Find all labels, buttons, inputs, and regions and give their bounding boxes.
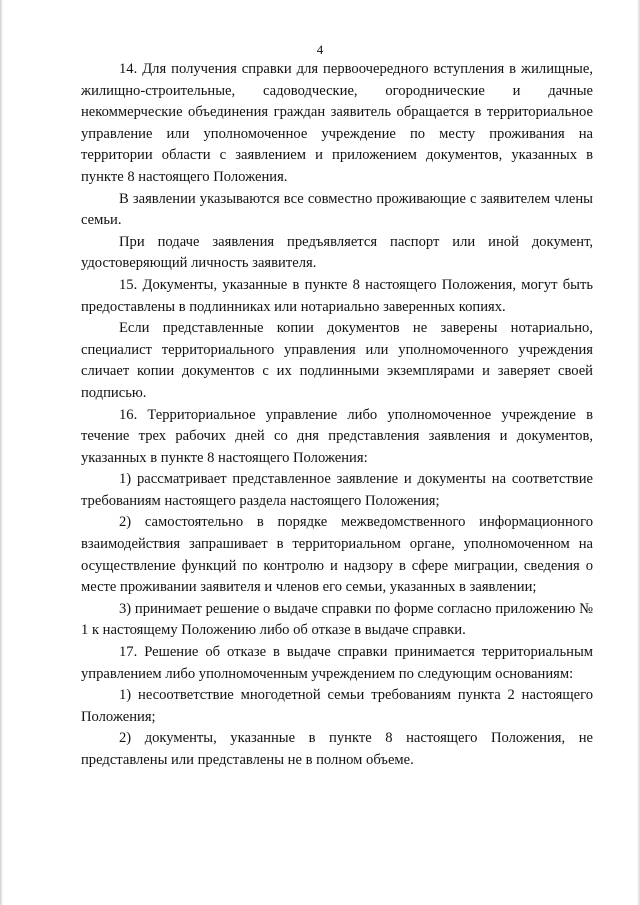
page-number: 4 (316, 42, 324, 57)
paragraph-family-members: В заявлении указываются все совместно проживающие с заявителем члены семьи. (81, 190, 593, 229)
paragraph-16-item-2: 2) самостоятельно в порядке межведомственного информационного взаимодействия запрашивает в территориальном органе, уполномоченном на осуществление функций по контролю и надзору в сфере миграции, сведения о месте проживании заявителя и членов его семьи, указанных в заявлении; (81, 514, 593, 596)
paragraph-16-item-3: 3) принимает решение о выдаче справки по форме согласно приложению № 1 к настоящему Положению либо об отказе в выдаче справки. (81, 600, 593, 639)
paragraph-16: 16. Территориальное управление либо уполномоченное учреждение в течение трех рабочих дней со дня представления заявления и документов, указанных в пункте 8 настоящего Положения: (81, 406, 593, 466)
paragraph-15: 15. Документы, указанные в пункте 8 настоящего Положения, могут быть предоставлены в подлинниках или нотариально заверенных копиях. (81, 276, 593, 315)
paragraph-copies-check: Если представленные копии документов не заверены нотариально, специалист территориального управления или уполномоченного учреждения сличает копии документов с их подлинными экземплярами и заверяет своей подписью. (81, 320, 593, 401)
paragraph-16-item-1: 1) рассматривает представленное заявление и документы на соответствие требованиям настоящего раздела настоящего Положения; (81, 471, 593, 509)
paragraph-17: 17. Решение об отказе в выдаче справки принимается территориальным управлением либо уполномоченным учреждением по следующим основаниям: (81, 644, 593, 682)
paragraph-17-item-2: 2) документы, указанные в пункте 8 настоящего Положения, не представлены или представлены не в полном объеме. (81, 730, 593, 768)
paragraph-17-item-1: 1) несоответствие многодетной семьи требованиям пункта 2 настоящего Положения; (81, 687, 593, 725)
scan-edge-left (0, 0, 3, 905)
document-body (81, 59, 593, 772)
paragraph-passport: При подаче заявления предъявляется паспорт или иной документ, удостоверяющий личность заявителя. (81, 233, 593, 272)
paragraph-14: 14. Для получения справки для первоочередного вступления в жилищные, жилищно-строительные, садоводческие, огороднические и дачные некоммерческие объединения граждан заявитель обращается в территориальное управление или уполномоченное учреждение по месту проживания на территории области с заявлением и приложением документов, указанных в пункте 8 настоящего Положения. (81, 61, 593, 185)
